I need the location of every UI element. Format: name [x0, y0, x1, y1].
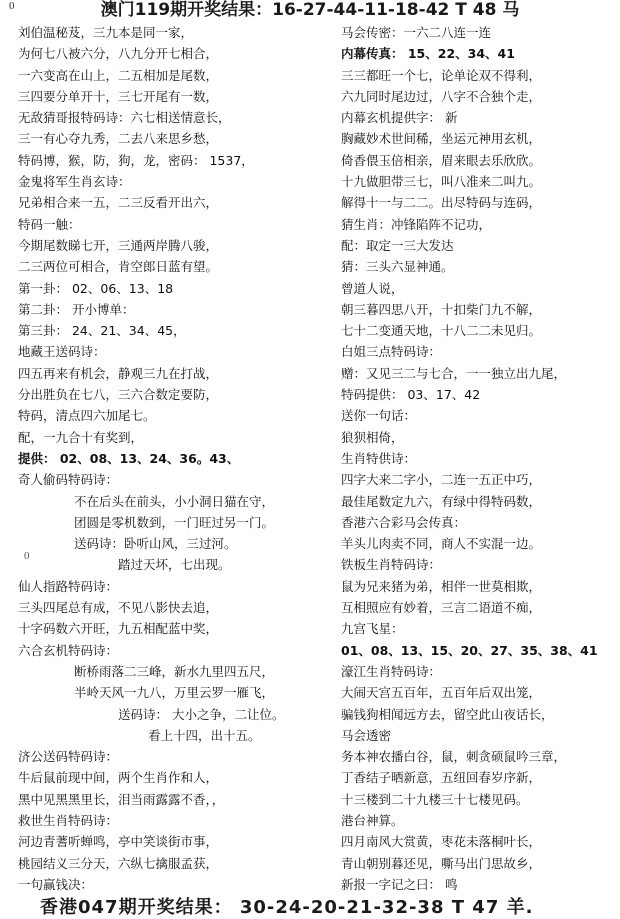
left-column-line: 仙人指路特码诗：	[18, 578, 119, 594]
right-column-line: 鼠为兄来猪为弟，相伴一世莫相欺，	[341, 578, 542, 594]
right-column-line: 骗钱狗相闻远方去，留空此山夜话长，	[341, 706, 554, 722]
right-column-line: 生肖特供诗：	[341, 450, 417, 466]
left-column-line: 刘伯温秘芨，三九本是同一家，	[18, 25, 194, 40]
right-column-line: 港台神算。	[341, 812, 404, 828]
left-column-line: 三四要分单开十，三七开尾有一数，	[18, 88, 219, 104]
right-column-line: 十九做胆带三七，叫八准来二叫九。	[341, 174, 542, 190]
mid-mark: 0	[24, 550, 30, 562]
left-column-line: 牛后鼠前现中间，两个生肖作和人，	[18, 770, 219, 786]
left-column-line: 断桥雨落二三峰，新水九里四五尺，	[74, 663, 275, 679]
right-column-line: 配：取定一三大发达	[341, 237, 454, 253]
right-column-line: 十三楼到二十九楼三十七楼见码。	[341, 791, 529, 807]
left-column-line: 分出胜负在七八，三六合数定要防，	[18, 387, 219, 403]
left-column-line: 无敌猜哥报特码诗：六七相送情意长，	[18, 110, 231, 126]
right-column-line: 马会传密：一六二八连一连	[341, 25, 492, 40]
right-column-line: 内幕玄机提供字： 新	[341, 110, 458, 126]
left-column-line: 今期尾数睇七开，三通两岸腾八骏，	[18, 237, 219, 253]
right-column-line: 新报一字记之曰： 鸣	[341, 876, 458, 892]
right-column-line: 九宫飞星：	[341, 621, 404, 637]
page-title: 澳门119期开奖结果：16-27-44-11-18-42 T 48 马	[100, 0, 520, 20]
left-column-line: 配，一九合十有奖到，	[18, 429, 144, 445]
right-column-line: 内幕传真： 15、22、34、41	[341, 46, 515, 62]
right-column-line: 六九同时尾边过，八字不合独个走，	[341, 88, 542, 104]
left-column-line: 送码诗： 大小之争，二让位。	[118, 706, 285, 722]
right-column-line: 朝三暮四思八开，十扣柴门九不解，	[341, 301, 542, 317]
right-column-line: 胸藏妙术世间稀，坐运元神用玄机，	[341, 131, 542, 147]
left-column-line: 第一卦： 02、06、13、18	[18, 280, 174, 296]
left-column-line: 特码博，猴，防，狗，龙，密码： 1537，	[18, 152, 254, 168]
right-column-line: 三三都旺一个七，论单论双不得利，	[341, 67, 542, 83]
left-column-line: 特码一触：	[18, 216, 81, 232]
left-column-line: 兄弟相合来一五，二三反看开出六，	[18, 195, 219, 211]
left-column-line: 二三两位可相合，肯空郎日蓝有望。	[18, 259, 219, 275]
left-column-line: 第二卦： 开小博单：	[18, 301, 135, 317]
left-column-line: 河边青蓍听蝉鸣，亭中笑谈街市事，	[18, 834, 219, 850]
left-column-line: 一句赢钱决：	[18, 876, 94, 892]
right-column	[341, 22, 617, 897]
right-column-line: 马会透密	[341, 727, 392, 743]
right-column-line: 解得十一与二二。出尽特码与连码，	[341, 195, 542, 211]
left-column-line: 济公送码特码诗：	[18, 749, 119, 765]
left-column-line: 三头四尾总有成，不见八影快去追，	[18, 600, 219, 616]
right-column-line: 白姐三点特码诗：	[341, 344, 442, 360]
left-column-line: 送码诗：卧听山风，三过河。	[74, 536, 237, 552]
left-column	[18, 22, 336, 897]
footer-result-title: 香港047期开奖结果： 30-24-20-21-32-38 T 47 羊.	[40, 897, 534, 918]
right-column-line: 务本神农播白谷，鼠，刺贪硕鼠吟三章，	[341, 749, 567, 765]
left-column-line: 地藏王送码诗：	[18, 344, 106, 360]
left-column-line: 一六变高在山上，二五相加是尾数，	[18, 67, 219, 83]
left-column-line: 三一有心夺九秀，二去八来思乡愁，	[18, 131, 219, 147]
left-column-line: 第三卦： 24、21、34、45，	[18, 323, 186, 339]
left-column-line: 为何七八被六分，八九分开七相合，	[18, 46, 219, 62]
right-column-line: 互相照应有妙着，三言二语道不痴，	[341, 600, 542, 616]
left-column-line: 桃园结义三分天，六纵七擒服孟获，	[18, 855, 219, 871]
right-column-line: 狼狈相倚，	[341, 429, 404, 445]
left-column-line: 金鬼将军生肖玄诗：	[18, 174, 131, 190]
right-column-line: 赠：又见三二与七合，一一独立出九尾，	[341, 365, 567, 381]
left-column-line: 团圆是零机数到，一门旺过另一门。	[74, 514, 275, 530]
left-column-line: 奇人偷码特码诗：	[18, 472, 119, 488]
right-column-line: 铁板生肖特码诗：	[341, 557, 442, 573]
right-column-line: 曾道人说，	[341, 280, 404, 296]
right-column-line: 猜：三头六显神通。	[341, 259, 454, 275]
left-column-line: 十字码数六开旺，九五相配蓝中奖，	[18, 621, 219, 637]
left-column-line: 四五再来有机会，静观三九在打战，	[18, 365, 219, 381]
left-column-line: 看上十四，出十五。	[148, 727, 261, 743]
right-column-line: 七十二变通天地，十八二二未见归。	[341, 323, 542, 339]
corner-mark: 0	[9, 0, 15, 12]
right-column-line: 猜生肖：冲锋陷阵不记功，	[341, 216, 492, 232]
right-column-line: 濠江生肖特码诗：	[341, 663, 442, 679]
left-column-line: 六合玄机特码诗：	[18, 642, 119, 658]
right-column-line: 最佳尾数定九六，有绿中得特码数，	[341, 493, 542, 509]
right-column-line: 01、08、13、15、20、27、35、38、41	[341, 642, 598, 658]
left-column-line: 黑中见黑黑里长，泪当雨露露不香，，	[18, 791, 225, 807]
right-column-line: 青山朝别暮还见，嘶马出门思故乡，	[341, 855, 542, 871]
left-column-line: 半岭天风一九八，万里云罗一雁飞，	[74, 685, 275, 701]
right-column-line: 特码提供： 03、17、42	[341, 387, 481, 403]
right-column-line: 四字大来二字小，二连一五正中巧，	[341, 472, 542, 488]
left-column-line: 提供： 02、08、13、24、36。43、	[18, 450, 240, 466]
left-column-line: 特码，清点四六加尾七。	[18, 408, 156, 424]
right-column-line: 香港六合彩马会传真：	[341, 514, 467, 530]
right-column-line: 大闹天宫五百年，五百年后双出笼，	[341, 685, 542, 701]
right-column-line: 倚香偎玉倍相亲，眉来眼去乐欣欣。	[341, 152, 542, 168]
left-column-line: 救世生肖特码诗：	[18, 812, 119, 828]
left-column-line: 不在后头在前头，小小洞日猫在守，	[74, 493, 275, 509]
right-column-line: 羊头儿肉卖不同，商人不实混一边。	[341, 536, 542, 552]
right-column-line: 四月南风大赏黄，枣花未落桐叶长，	[341, 834, 542, 850]
right-column-line: 送你一句话：	[341, 408, 417, 424]
left-column-line: 踏过天坏，七出现。	[118, 557, 231, 573]
right-column-line: 丁香结子晒新意，五纽回春岁序新，	[341, 770, 542, 786]
